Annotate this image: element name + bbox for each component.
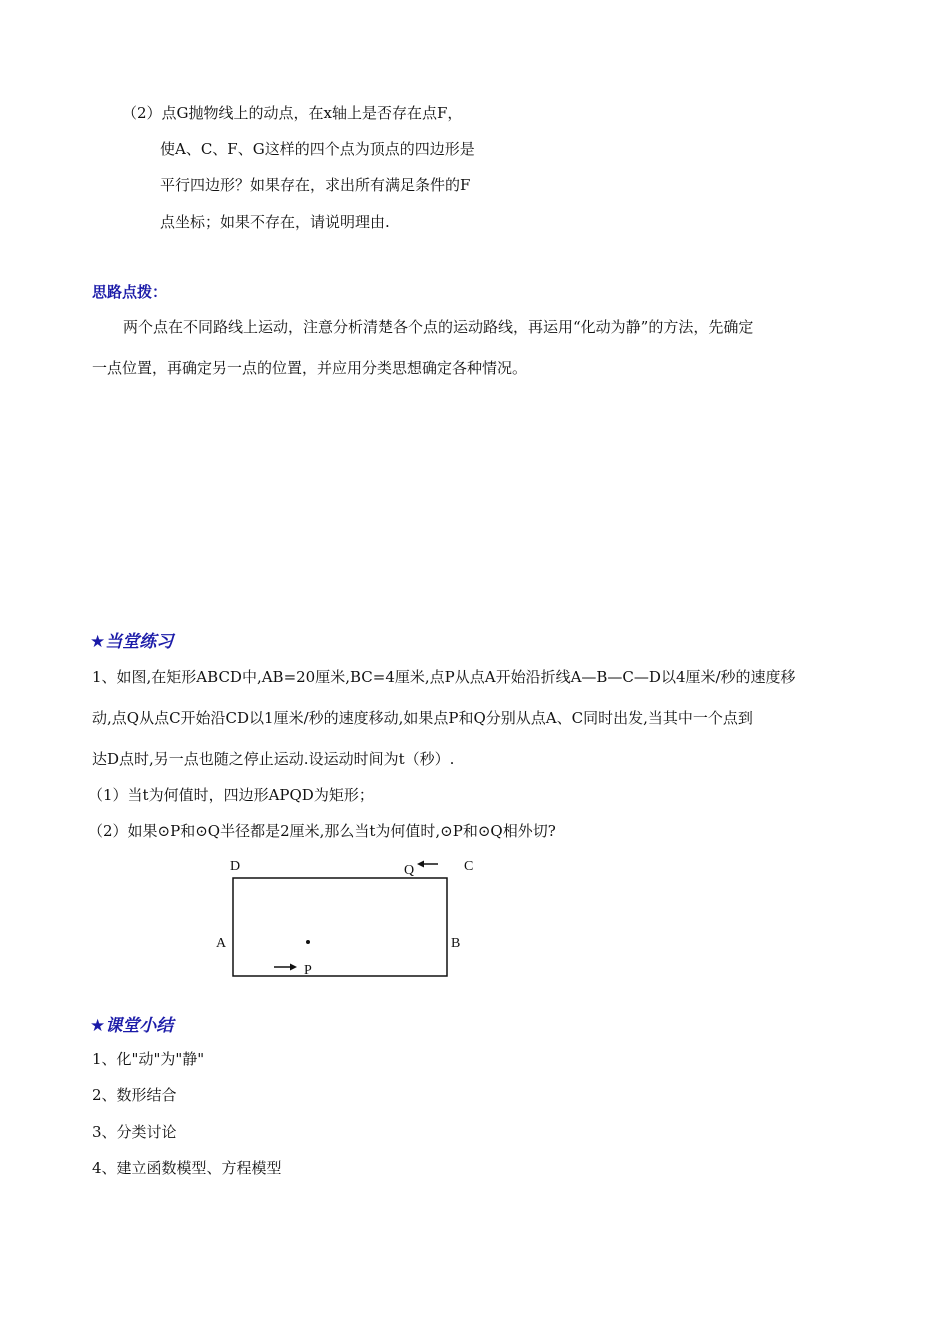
summary-item-1: 1、化"动"为"静" xyxy=(92,1050,205,1068)
label-p: P xyxy=(304,963,312,978)
summary-item-2: 2、数形结合 xyxy=(92,1086,177,1104)
practice-heading: ★当堂练习 xyxy=(90,632,174,652)
practice-line-1: 1、如图,在矩形ABCD中,AB=20厘米,BC=4厘米,点P从点A开始沿折线A—B—C—D以4厘米/秒的速度移 xyxy=(92,668,796,686)
practice-line-3: 达D点时,另一点也随之停止运动.设运动时间为t（秒）. xyxy=(92,750,455,768)
hint-line-2: 一点位置，再确定另一点的位置，并应用分类思想确定各种情况。 xyxy=(92,359,528,377)
hint-line-1: 两个点在不同路线上运动，注意分析清楚各个点的运动路线，再运用“化动为静”的方法，先确定 xyxy=(123,318,754,336)
question-2-line-4: 点坐标；如果不存在，请说明理由. xyxy=(160,213,390,231)
question-2-line-3: 平行四边形？如果存在，求出所有满足条件的F xyxy=(160,176,471,194)
summary-item-4: 4、建立函数模型、方程模型 xyxy=(92,1159,282,1177)
arrow-right-icon xyxy=(274,964,297,971)
label-a: A xyxy=(216,936,227,951)
label-b: B xyxy=(451,936,461,951)
practice-subquestion-1: （1）当t为何值时，四边形APQD为矩形； xyxy=(88,786,374,804)
arrow-left-icon xyxy=(417,861,438,868)
label-c: C xyxy=(464,859,474,874)
summary-heading: ★课堂小结 xyxy=(90,1016,174,1036)
rectangle-figure xyxy=(200,850,490,980)
question-2-line-2: 使A、C、F、G这样的四个点为顶点的四边形是 xyxy=(160,140,475,158)
label-d: D xyxy=(230,859,241,874)
summary-item-3: 3、分类讨论 xyxy=(92,1123,177,1141)
hint-heading: 思路点拨： xyxy=(92,283,168,301)
practice-subquestion-2: （2）如果⊙P和⊙Q半径都是2厘米,那么当t为何值时,⊙P和⊙Q相外切? xyxy=(88,822,556,840)
center-dot xyxy=(306,940,310,944)
rectangle-abcd xyxy=(233,878,447,976)
question-2-line-1: （2）点G抛物线上的动点，在x轴上是否存在点F， xyxy=(122,104,463,122)
label-q: Q xyxy=(404,863,415,878)
practice-line-2: 动,点Q从点C开始沿CD以1厘米/秒的速度移动,如果点P和Q分别从点A、C同时出发,当其中一个点到 xyxy=(92,709,753,727)
